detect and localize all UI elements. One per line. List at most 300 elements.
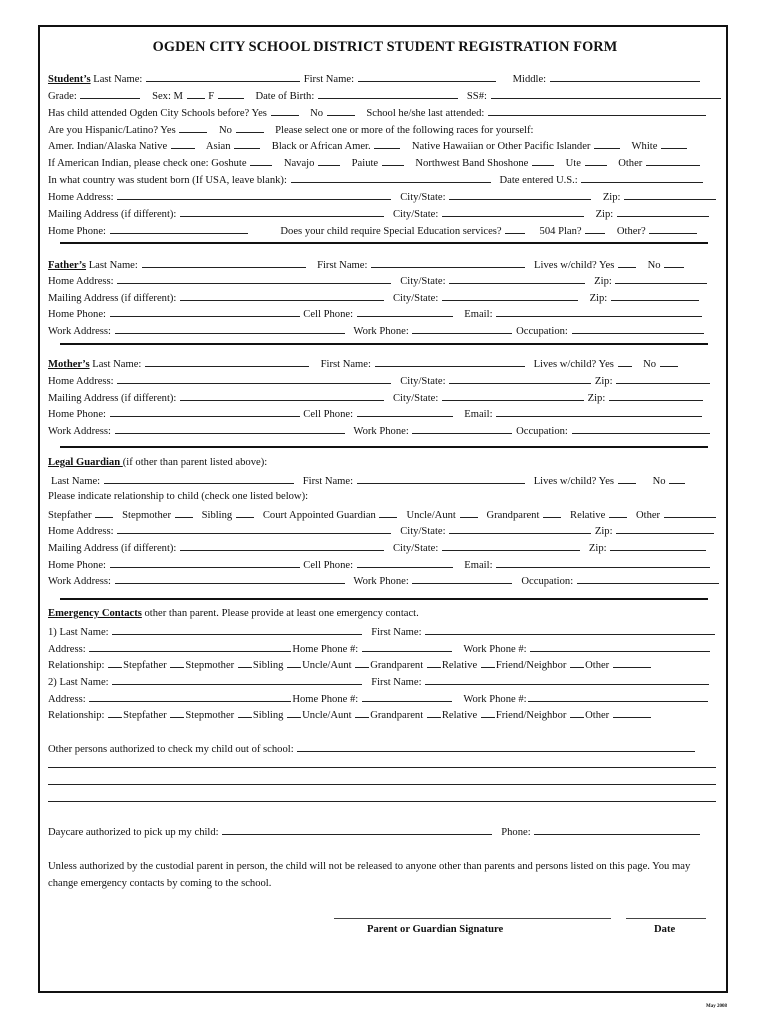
contact1-address-field[interactable] bbox=[89, 641, 291, 652]
contact1-address-row bbox=[48, 641, 711, 656]
contact2-home-phone-label: Home Phone #: bbox=[292, 694, 359, 705]
date-entered-field[interactable] bbox=[581, 172, 703, 183]
student-mailing-zip-label: Zip: bbox=[595, 209, 614, 220]
father-lives-yes-field[interactable] bbox=[618, 257, 636, 268]
c1-friend-label: Friend/Neighbor bbox=[495, 660, 567, 671]
hispanic-no-field[interactable] bbox=[236, 122, 264, 133]
guardian-lives-no-field[interactable] bbox=[669, 473, 685, 484]
grade-field[interactable] bbox=[80, 88, 140, 99]
guardian-cell-label: Cell Phone: bbox=[303, 560, 354, 571]
guardian-note: (if other than parent listed above): bbox=[122, 457, 268, 468]
c2-uncle-field[interactable] bbox=[287, 707, 301, 718]
c2-relative-label: Relative bbox=[441, 710, 478, 721]
father-cell-label: Cell Phone: bbox=[303, 309, 354, 320]
father-home-address-label: Home Address: bbox=[48, 276, 114, 287]
other-q-label: Other? bbox=[616, 226, 646, 237]
c1-stepfather-label: Stepfather bbox=[123, 660, 167, 671]
c2-other-specify-field[interactable] bbox=[613, 707, 651, 718]
contact1-last-name-label: 1) Last Name: bbox=[48, 627, 109, 638]
mother-city-field[interactable] bbox=[449, 373, 591, 384]
emergency-heading-row bbox=[48, 607, 419, 620]
guardian-mailing-row bbox=[48, 540, 707, 555]
mother-email-label: Email: bbox=[464, 409, 493, 420]
father-work-address-label: Work Address: bbox=[48, 326, 111, 337]
father-work-phone-label: Work Phone: bbox=[353, 326, 409, 337]
attended-no-field[interactable] bbox=[327, 105, 355, 116]
guardian-first-name-field[interactable] bbox=[357, 473, 525, 484]
contact2-name-row bbox=[48, 674, 710, 689]
guardian-relationship-prompt: Please indicate relationship to child (check one listed below): bbox=[48, 491, 309, 502]
tribe-other-field[interactable] bbox=[646, 155, 700, 166]
guardian-home-phone-label: Home Phone: bbox=[48, 560, 106, 571]
other-q-field[interactable] bbox=[649, 223, 697, 234]
race-black-field[interactable] bbox=[374, 138, 400, 149]
g-rel-other-label: Other bbox=[635, 510, 661, 521]
date-entered-label: Date entered U.S.: bbox=[499, 175, 578, 186]
attended-label: Has child attended Ogden City Schools before? Yes bbox=[48, 108, 267, 119]
guardian-mailing-zip-label: Zip: bbox=[588, 543, 607, 554]
father-mailing-zip-field[interactable] bbox=[611, 290, 699, 301]
student-home-address-field[interactable] bbox=[117, 189, 391, 200]
mother-work-address-field[interactable] bbox=[115, 423, 345, 434]
father-lives-no-field[interactable] bbox=[664, 257, 684, 268]
guardian-work-phone-field[interactable] bbox=[412, 573, 512, 584]
mother-home-address-field[interactable] bbox=[117, 373, 391, 384]
g-rel-relative-field[interactable] bbox=[609, 507, 627, 518]
father-mailing-city-label: City/State: bbox=[392, 293, 439, 304]
student-mailing-label: Mailing Address (if different): bbox=[48, 209, 177, 220]
race-white-field[interactable] bbox=[661, 138, 687, 149]
form-title: OGDEN CITY SCHOOL DISTRICT STUDENT REGISTRATION FORM bbox=[152, 39, 618, 55]
guardian-mailing-city-field[interactable] bbox=[442, 540, 580, 551]
guardian-zip-label: Zip: bbox=[594, 526, 613, 537]
mother-occupation-label: Occupation: bbox=[516, 426, 568, 437]
father-mailing-row bbox=[48, 290, 700, 305]
c2-grandparent-field[interactable] bbox=[355, 707, 369, 718]
mother-zip-label: Zip: bbox=[594, 376, 613, 387]
father-home-phone-field[interactable] bbox=[110, 306, 300, 317]
c1-other-label: Other bbox=[585, 660, 610, 671]
mother-first-name-label: First Name: bbox=[320, 359, 371, 370]
mother-city-label: City/State: bbox=[400, 376, 446, 387]
race-asian-label: Asian bbox=[205, 141, 231, 152]
plan504-field[interactable] bbox=[585, 223, 605, 234]
contact1-work-phone-field[interactable] bbox=[530, 641, 710, 652]
sex-f-field[interactable] bbox=[218, 88, 244, 99]
father-mailing-field[interactable] bbox=[180, 290, 384, 301]
guardian-heading-row bbox=[48, 456, 267, 469]
guardian-city-field[interactable] bbox=[449, 523, 591, 534]
tribe-navajo-label: Navajo bbox=[283, 158, 315, 169]
guardian-work-address-field[interactable] bbox=[115, 573, 345, 584]
guardian-lives-yes-field[interactable] bbox=[618, 473, 636, 484]
daycare-row bbox=[48, 824, 701, 839]
student-mailing-field[interactable] bbox=[180, 206, 384, 217]
father-lives-no-label: No bbox=[647, 260, 661, 271]
father-zip-field[interactable] bbox=[615, 273, 707, 284]
checkout-row bbox=[48, 741, 696, 756]
guardian-lives-no-label: No bbox=[652, 476, 666, 487]
father-work-phone-field[interactable] bbox=[412, 323, 512, 334]
guardian-last-name-label: Last Name: bbox=[51, 476, 101, 487]
father-work-row bbox=[48, 323, 705, 338]
section-divider bbox=[60, 598, 708, 600]
emergency-note: other than parent. Please provide at least one emergency contact. bbox=[141, 608, 419, 619]
c2-sibling-label: Sibling bbox=[252, 710, 284, 721]
father-zip-label: Zip: bbox=[594, 276, 612, 287]
c2-friend-label: Friend/Neighbor bbox=[495, 710, 567, 721]
father-heading: Father’s bbox=[48, 260, 87, 271]
race-pacific-field[interactable] bbox=[594, 138, 620, 149]
student-middle-label: Middle: bbox=[512, 74, 547, 85]
revision-date: May 2008 bbox=[706, 1004, 727, 1009]
hispanic-row bbox=[48, 122, 533, 137]
hispanic-no-label: No bbox=[218, 125, 232, 136]
student-mailing-zip-field[interactable] bbox=[617, 206, 709, 217]
father-mailing-city-field[interactable] bbox=[442, 290, 578, 301]
father-first-name-field[interactable] bbox=[371, 257, 525, 268]
mother-cell-field[interactable] bbox=[357, 406, 453, 417]
hispanic-label: Are you Hispanic/Latino? Yes bbox=[48, 125, 176, 136]
mother-home-phone-field[interactable] bbox=[110, 406, 300, 417]
mother-first-name-field[interactable] bbox=[375, 356, 525, 367]
father-last-name-field[interactable] bbox=[142, 257, 306, 268]
guardian-home-address-field[interactable] bbox=[117, 523, 391, 534]
contact1-address-label: Address: bbox=[48, 644, 86, 655]
guardian-work-row bbox=[48, 573, 720, 588]
daycare-field[interactable] bbox=[222, 824, 492, 835]
guardian-occupation-label: Occupation: bbox=[521, 576, 574, 587]
date-label: Date bbox=[654, 924, 676, 935]
mother-zip-field[interactable] bbox=[616, 373, 710, 384]
guardian-city-label: City/State: bbox=[400, 526, 446, 537]
mother-heading: Mother’s bbox=[48, 359, 90, 370]
g-rel-uncle-field[interactable] bbox=[460, 507, 478, 518]
guardian-heading: Legal Guardian bbox=[48, 457, 123, 468]
guardian-lives-label: Lives w/child? Yes bbox=[533, 476, 615, 487]
hispanic-yes-field[interactable] bbox=[179, 122, 207, 133]
student-mailing-city-field[interactable] bbox=[442, 206, 584, 217]
mother-lives-no-label: No bbox=[643, 359, 657, 370]
tribe-other-label: Other bbox=[618, 158, 643, 169]
mother-mailing-label: Mailing Address (if different): bbox=[48, 393, 177, 404]
sped-label: Does your child require Special Education services? bbox=[280, 226, 502, 237]
race-prompt: Please select one or more of the following races for yourself: bbox=[275, 125, 534, 136]
mother-mailing-zip-label: Zip: bbox=[587, 393, 606, 404]
contact1-work-phone-label: Work Phone #: bbox=[463, 644, 527, 655]
guardian-mailing-label: Mailing Address (if different): bbox=[48, 543, 177, 554]
father-occupation-label: Occupation: bbox=[516, 326, 568, 337]
contact2-last-name-label: 2) Last Name: bbox=[48, 677, 109, 688]
c2-other-field[interactable] bbox=[570, 707, 584, 718]
father-occupation-field[interactable] bbox=[572, 323, 704, 334]
mother-occupation-field[interactable] bbox=[572, 423, 710, 434]
c1-other-specify-field[interactable] bbox=[613, 657, 651, 668]
sex-m-field[interactable] bbox=[187, 88, 205, 99]
last-attended-label: School he/she last attended: bbox=[366, 108, 485, 119]
mother-lives-label: Lives w/child? Yes bbox=[533, 359, 614, 370]
mother-mailing-city-field[interactable] bbox=[442, 390, 584, 401]
c1-sibling-label: Sibling bbox=[252, 660, 284, 671]
contact2-last-name-field[interactable] bbox=[112, 674, 362, 685]
g-rel-stepmother-field[interactable] bbox=[175, 507, 193, 518]
g-rel-uncle-label: Uncle/Aunt bbox=[406, 510, 456, 521]
contact1-home-phone-label: Home Phone #: bbox=[292, 644, 359, 655]
guardian-work-phone-label: Work Phone: bbox=[353, 576, 409, 587]
contact1-last-name-field[interactable] bbox=[112, 624, 362, 635]
guardian-first-name-label: First Name: bbox=[302, 476, 354, 487]
mother-name-row bbox=[48, 356, 679, 371]
c2-uncle-label: Uncle/Aunt bbox=[302, 710, 352, 721]
father-home-address-row bbox=[48, 273, 708, 288]
guardian-home-address-label: Home Address: bbox=[48, 526, 114, 537]
guardian-home-address-row bbox=[48, 523, 715, 538]
attended-no-label: No bbox=[310, 108, 324, 119]
signature-line[interactable] bbox=[334, 918, 611, 919]
contact2-address-label: Address: bbox=[48, 694, 86, 705]
mother-mailing-zip-field[interactable] bbox=[609, 390, 703, 401]
c1-uncle-field[interactable] bbox=[287, 657, 301, 668]
contact2-work-phone-label: Work Phone #: bbox=[463, 694, 527, 705]
guardian-relationship-row bbox=[48, 507, 717, 522]
grade-label: Grade: bbox=[48, 91, 77, 102]
c1-other-field[interactable] bbox=[570, 657, 584, 668]
section-divider bbox=[60, 242, 708, 244]
plan504-label: 504 Plan? bbox=[539, 226, 582, 237]
last-attended-field[interactable] bbox=[488, 105, 706, 116]
contact1-name-row bbox=[48, 624, 716, 639]
tribe-paiute-field[interactable] bbox=[382, 155, 404, 166]
checkout-line-4[interactable] bbox=[48, 801, 716, 802]
mother-email-field[interactable] bbox=[496, 406, 702, 417]
checkout-field[interactable] bbox=[297, 741, 695, 752]
guardian-home-phone-field[interactable] bbox=[110, 557, 300, 568]
contact2-first-name-field[interactable] bbox=[425, 674, 709, 685]
country-row bbox=[48, 172, 704, 187]
attended-row bbox=[48, 105, 707, 120]
father-mailing-zip-label: Zip: bbox=[589, 293, 608, 304]
section-divider bbox=[60, 446, 708, 448]
mother-work-phone-label: Work Phone: bbox=[353, 426, 409, 437]
checkout-line-3[interactable] bbox=[48, 784, 716, 785]
g-rel-court-label: Court Appointed Guardian bbox=[262, 510, 376, 521]
dob-label: Date of Birth: bbox=[255, 91, 315, 102]
student-home-phone-label: Home Phone: bbox=[48, 226, 106, 237]
c1-friend-field[interactable] bbox=[481, 657, 495, 668]
g-rel-stepmother-label: Stepmother bbox=[122, 510, 171, 521]
father-mailing-label: Mailing Address (if different): bbox=[48, 293, 177, 304]
tribe-ute-field[interactable] bbox=[585, 155, 607, 166]
sped-field[interactable] bbox=[505, 223, 525, 234]
c2-stepfather-field[interactable] bbox=[108, 707, 122, 718]
date-line[interactable] bbox=[626, 918, 706, 919]
c2-stepfather-label: Stepfather bbox=[123, 710, 167, 721]
contact2-address-row bbox=[48, 691, 709, 706]
mother-home-address-label: Home Address: bbox=[48, 376, 114, 387]
guardian-phone-row bbox=[48, 557, 711, 572]
c2-other-label: Other bbox=[585, 710, 610, 721]
tribe-nwbs-field[interactable] bbox=[532, 155, 554, 166]
contact2-work-phone-field[interactable] bbox=[528, 691, 708, 702]
c1-uncle-label: Uncle/Aunt bbox=[302, 660, 352, 671]
guardian-relationship-prompt-row bbox=[48, 490, 308, 503]
father-city-field[interactable] bbox=[449, 273, 585, 284]
guardian-zip-field[interactable] bbox=[616, 523, 714, 534]
mother-home-address-row bbox=[48, 373, 711, 388]
g-rel-sibling-label: Sibling bbox=[201, 510, 233, 521]
mother-cell-label: Cell Phone: bbox=[303, 409, 354, 420]
mother-work-row bbox=[48, 423, 711, 438]
mother-mailing-row bbox=[48, 390, 704, 405]
student-city-field[interactable] bbox=[449, 189, 591, 200]
tribe-ute-label: Ute bbox=[565, 158, 581, 169]
daycare-label: Daycare authorized to pick up my child: bbox=[48, 827, 219, 838]
contact2-address-field[interactable] bbox=[89, 691, 291, 702]
mother-lives-yes-field[interactable] bbox=[618, 356, 632, 367]
c2-sibling-field[interactable] bbox=[238, 707, 252, 718]
race-pacific-label: Native Hawaiian or Other Pacific Islander bbox=[411, 141, 591, 152]
release-notice: Unless authorized by the custodial parent in person, the child will not be released to anyone other than parents and persons listed on this page. You may change emergency contacts by coming to the school. bbox=[48, 861, 691, 889]
contact1-first-name-label: First Name: bbox=[371, 627, 422, 638]
contact2-home-phone-field[interactable] bbox=[362, 691, 452, 702]
guardian-mailing-field[interactable] bbox=[180, 540, 384, 551]
g-rel-other-field[interactable] bbox=[664, 507, 716, 518]
sex-f-label: F bbox=[208, 91, 215, 102]
race-row bbox=[48, 138, 688, 153]
checkout-line-2[interactable] bbox=[48, 767, 716, 768]
c2-stepmother-label: Stepmother bbox=[185, 710, 235, 721]
g-rel-relative-label: Relative bbox=[570, 510, 606, 521]
race-native-field[interactable] bbox=[171, 138, 195, 149]
race-black-label: Black or African Amer. bbox=[271, 141, 371, 152]
father-work-address-field[interactable] bbox=[115, 323, 345, 334]
father-home-address-field[interactable] bbox=[117, 273, 391, 284]
contact2-relationship-label: Relationship: bbox=[48, 710, 105, 721]
contact1-relationship-label: Relationship: bbox=[48, 660, 105, 671]
attended-yes-field[interactable] bbox=[271, 105, 299, 116]
c2-grandparent-label: Grandparent bbox=[370, 710, 424, 721]
student-first-name-label: First Name: bbox=[303, 74, 355, 85]
c1-relative-field[interactable] bbox=[427, 657, 441, 668]
father-email-label: Email: bbox=[464, 309, 493, 320]
race-white-label: White bbox=[631, 141, 658, 152]
guardian-mailing-zip-field[interactable] bbox=[610, 540, 706, 551]
father-last-name-label: Last Name: bbox=[88, 260, 138, 271]
student-mailing-city-label: City/State: bbox=[392, 209, 439, 220]
father-home-phone-label: Home Phone: bbox=[48, 309, 106, 320]
father-phone-row bbox=[48, 306, 703, 321]
c1-relative-label: Relative bbox=[441, 660, 478, 671]
student-mailing-row bbox=[48, 206, 710, 221]
father-email-field[interactable] bbox=[496, 306, 702, 317]
c1-stepmother-field[interactable] bbox=[170, 657, 184, 668]
dob-field[interactable] bbox=[318, 88, 458, 99]
c1-grandparent-field[interactable] bbox=[355, 657, 369, 668]
tribe-navajo-field[interactable] bbox=[318, 155, 340, 166]
student-first-name-field[interactable] bbox=[358, 71, 496, 82]
student-home-address-label: Home Address: bbox=[48, 192, 114, 203]
tribe-paiute-label: Paiute bbox=[351, 158, 379, 169]
father-first-name-label: First Name: bbox=[317, 260, 368, 271]
c2-friend-field[interactable] bbox=[481, 707, 495, 718]
c2-stepmother-field[interactable] bbox=[170, 707, 184, 718]
father-lives-label: Lives w/child? Yes bbox=[534, 260, 615, 271]
guardian-occupation-field[interactable] bbox=[577, 573, 719, 584]
student-zip-field[interactable] bbox=[624, 189, 716, 200]
daycare-phone-label: Phone: bbox=[501, 827, 531, 838]
c1-sibling-field[interactable] bbox=[238, 657, 252, 668]
guardian-cell-field[interactable] bbox=[357, 557, 453, 568]
country-field[interactable] bbox=[291, 172, 491, 183]
tribe-nwbs-label: Northwest Band Shoshone bbox=[415, 158, 529, 169]
g-rel-grandparent-label: Grandparent bbox=[486, 510, 540, 521]
student-zip-label: Zip: bbox=[602, 192, 621, 203]
c1-stepfather-field[interactable] bbox=[108, 657, 122, 668]
student-grade-row bbox=[48, 88, 722, 103]
father-cell-field[interactable] bbox=[357, 306, 453, 317]
mother-lives-no-field[interactable] bbox=[660, 356, 678, 367]
guardian-mailing-city-label: City/State: bbox=[392, 543, 439, 554]
race-asian-field[interactable] bbox=[234, 138, 260, 149]
student-last-name-field[interactable] bbox=[146, 71, 300, 82]
daycare-phone-field[interactable] bbox=[534, 824, 700, 835]
student-city-label: City/State: bbox=[400, 192, 446, 203]
tribe-row bbox=[48, 155, 701, 170]
mother-work-phone-field[interactable] bbox=[412, 423, 512, 434]
father-name-row bbox=[48, 257, 685, 272]
c1-stepmother-label: Stepmother bbox=[185, 660, 235, 671]
race-native-label: Amer. Indian/Alaska Native bbox=[48, 141, 168, 152]
sex-label: Sex: M bbox=[152, 91, 183, 102]
guardian-email-field[interactable] bbox=[496, 557, 710, 568]
g-rel-court-field[interactable] bbox=[379, 507, 397, 518]
mother-mailing-city-label: City/State: bbox=[392, 393, 439, 404]
ss-field[interactable] bbox=[491, 88, 721, 99]
contact2-first-name-label: First Name: bbox=[371, 677, 422, 688]
mother-last-name-label: Last Name: bbox=[92, 359, 142, 370]
section-divider bbox=[60, 343, 708, 345]
mother-mailing-field[interactable] bbox=[180, 390, 384, 401]
g-rel-sibling-field[interactable] bbox=[236, 507, 254, 518]
student-home-phone-field[interactable] bbox=[110, 223, 248, 234]
student-middle-field[interactable] bbox=[550, 71, 700, 82]
guardian-work-address-label: Work Address: bbox=[48, 576, 111, 587]
guardian-name-row bbox=[51, 473, 686, 488]
c2-relative-field[interactable] bbox=[427, 707, 441, 718]
mother-work-address-label: Work Address: bbox=[48, 426, 111, 437]
c1-grandparent-label: Grandparent bbox=[370, 660, 424, 671]
student-last-name-label: Last Name: bbox=[93, 74, 143, 85]
student-phone-row bbox=[48, 223, 698, 238]
mother-home-phone-label: Home Phone: bbox=[48, 409, 106, 420]
contact2-relationship-row bbox=[48, 707, 652, 722]
checkout-label: Other persons authorized to check my child out of school: bbox=[48, 744, 294, 755]
student-home-address-row bbox=[48, 189, 717, 204]
guardian-last-name-field[interactable] bbox=[104, 473, 294, 484]
contact1-home-phone-field[interactable] bbox=[362, 641, 452, 652]
country-label: In what country was student born (If USA, leave blank): bbox=[48, 175, 287, 186]
mother-phone-row bbox=[48, 406, 703, 421]
emergency-heading: Emergency Contacts bbox=[48, 608, 142, 619]
g-rel-grandparent-field[interactable] bbox=[543, 507, 561, 518]
contact1-first-name-field[interactable] bbox=[425, 624, 715, 635]
g-rel-stepfather-field[interactable] bbox=[95, 507, 113, 518]
student-name-row bbox=[48, 71, 701, 86]
contact1-relationship-row bbox=[48, 657, 652, 672]
tribe-goshute-field[interactable] bbox=[250, 155, 272, 166]
guardian-email-label: Email: bbox=[464, 560, 493, 571]
mother-last-name-field[interactable] bbox=[145, 356, 309, 367]
